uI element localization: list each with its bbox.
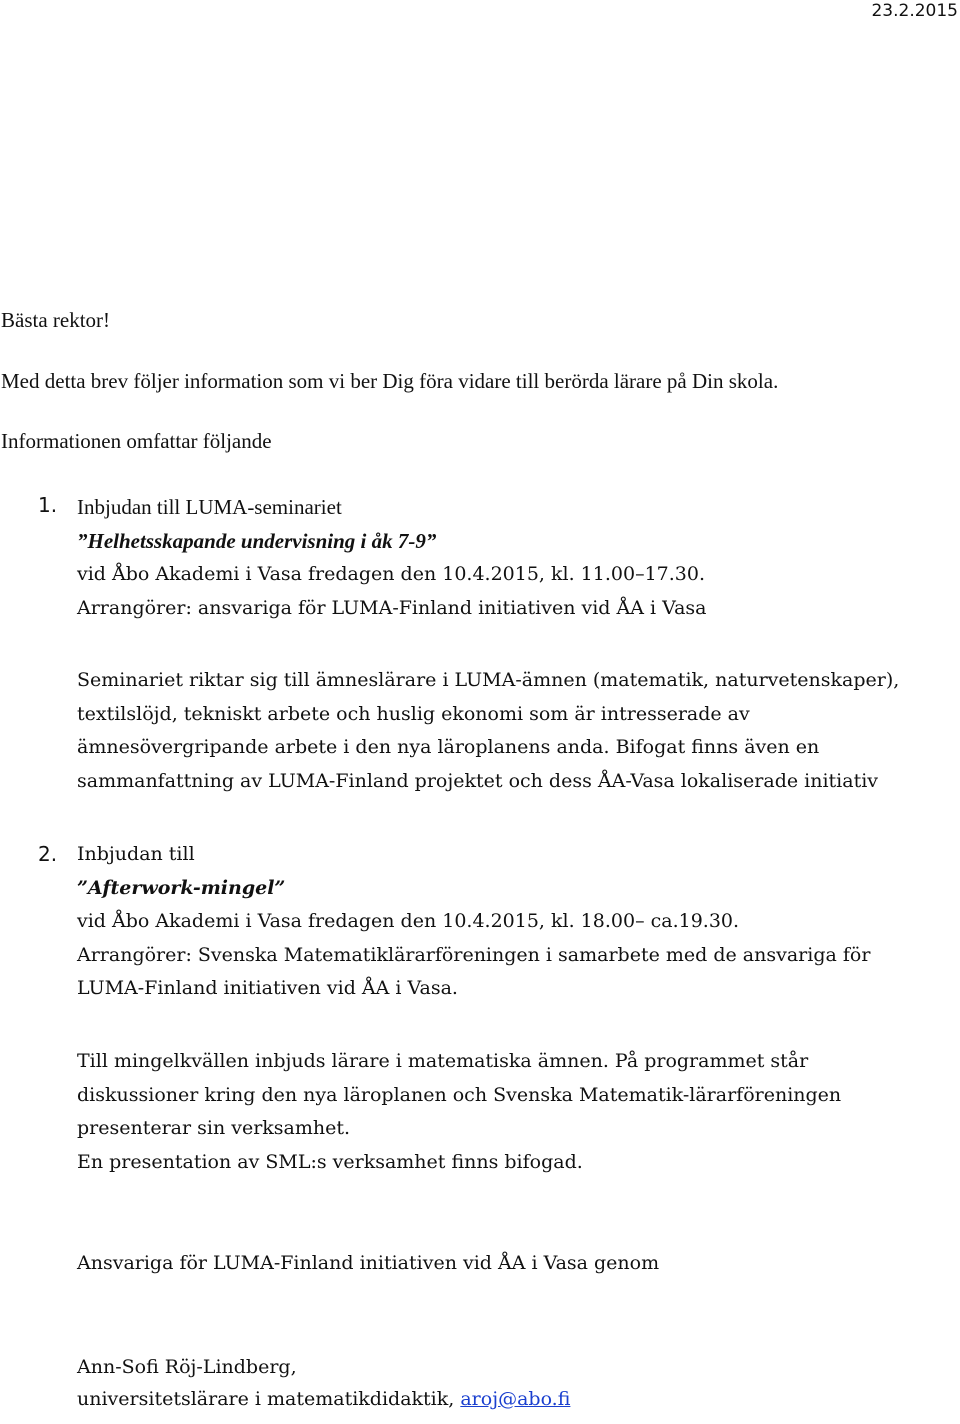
item-2-desc-line: En presentation av SML:s verksamhet finns bifogad. (77, 1150, 583, 1173)
item-2-number: 2. (38, 842, 58, 866)
item-1-header (77, 491, 706, 625)
greeting: Bästa rektor! (1, 308, 111, 332)
item-2-where-when: vid Åbo Akademi i Vasa fredagen den 10.4.2015, kl. 18.00– ca.19.30. (77, 910, 740, 932)
signer-title-line (77, 1388, 570, 1410)
item-1-desc-line: textilslöjd, tekniskt arbete och huslig ekonomi som är intresserade av (77, 702, 750, 725)
item-2-organizers-line: LUMA-Finland initiativen vid ÅA i Vasa. (77, 977, 458, 999)
item-2-desc-line: diskussioner kring den nya läroplanen och Svenska Matematik-lärarföreningen (77, 1083, 842, 1106)
item-1-organizers: Arrangörer: ansvariga för LUMA-Finland initiativen vid ÅA i Vasa (77, 596, 707, 619)
item-2-description (77, 1045, 957, 1179)
item-2-title: ”Afterwork-mingel” (77, 876, 286, 899)
item-2-organizers-line: Arrangörer: Svenska Matematiklärarföreningen i samarbete med de ansvariga för (77, 943, 871, 966)
covers-text: Informationen omfattar följande (1, 429, 272, 453)
item-2-desc-line: Till mingelkvällen inbjuds lärare i matematiska ämnen. På programmet står (77, 1050, 809, 1072)
item-1-description (77, 664, 957, 798)
item-2-header (77, 838, 870, 1006)
signer-name: Ann-Sofi Röj-Lindberg, (77, 1356, 297, 1378)
document-date: 23.2.2015 (871, 1, 958, 21)
item-1-heading: Inbjudan till LUMA-seminariet (77, 495, 342, 519)
intro-text: Med detta brev följer information som vi ber Dig föra vidare till berörda lärare på Din skola. (1, 369, 779, 393)
signer-title: universitetslärare i matematikdidaktik, (77, 1388, 461, 1410)
item-1-desc-line: Seminariet riktar sig till ämneslärare i LUMA-ämnen (matematik, naturvetenskaper), (77, 669, 900, 691)
item-1-where-when: vid Åbo Akademi i Vasa fredagen den 10.4.2015, kl. 11.00–17.30. (77, 563, 706, 585)
item-1-desc-line: sammanfattning av LUMA-Finland projektet och dess ÅA-Vasa lokaliserade initiativ (77, 769, 879, 792)
item-1-title: ”Helhetsskapande undervisning i åk 7-9” (77, 528, 437, 553)
item-1-desc-line: ämnesövergripande arbete i den nya läroplanens anda. Bifogat finns även en (77, 736, 820, 758)
item-1-number: 1. (38, 493, 58, 517)
item-2-heading: Inbjudan till (77, 843, 195, 865)
responsible-line: Ansvariga för LUMA-Finland initiativen vid ÅA i Vasa genom (77, 1252, 660, 1274)
email-link[interactable]: aroj@abo.fi (460, 1388, 571, 1410)
item-2-desc-line: presenterar sin verksamhet. (77, 1117, 351, 1139)
